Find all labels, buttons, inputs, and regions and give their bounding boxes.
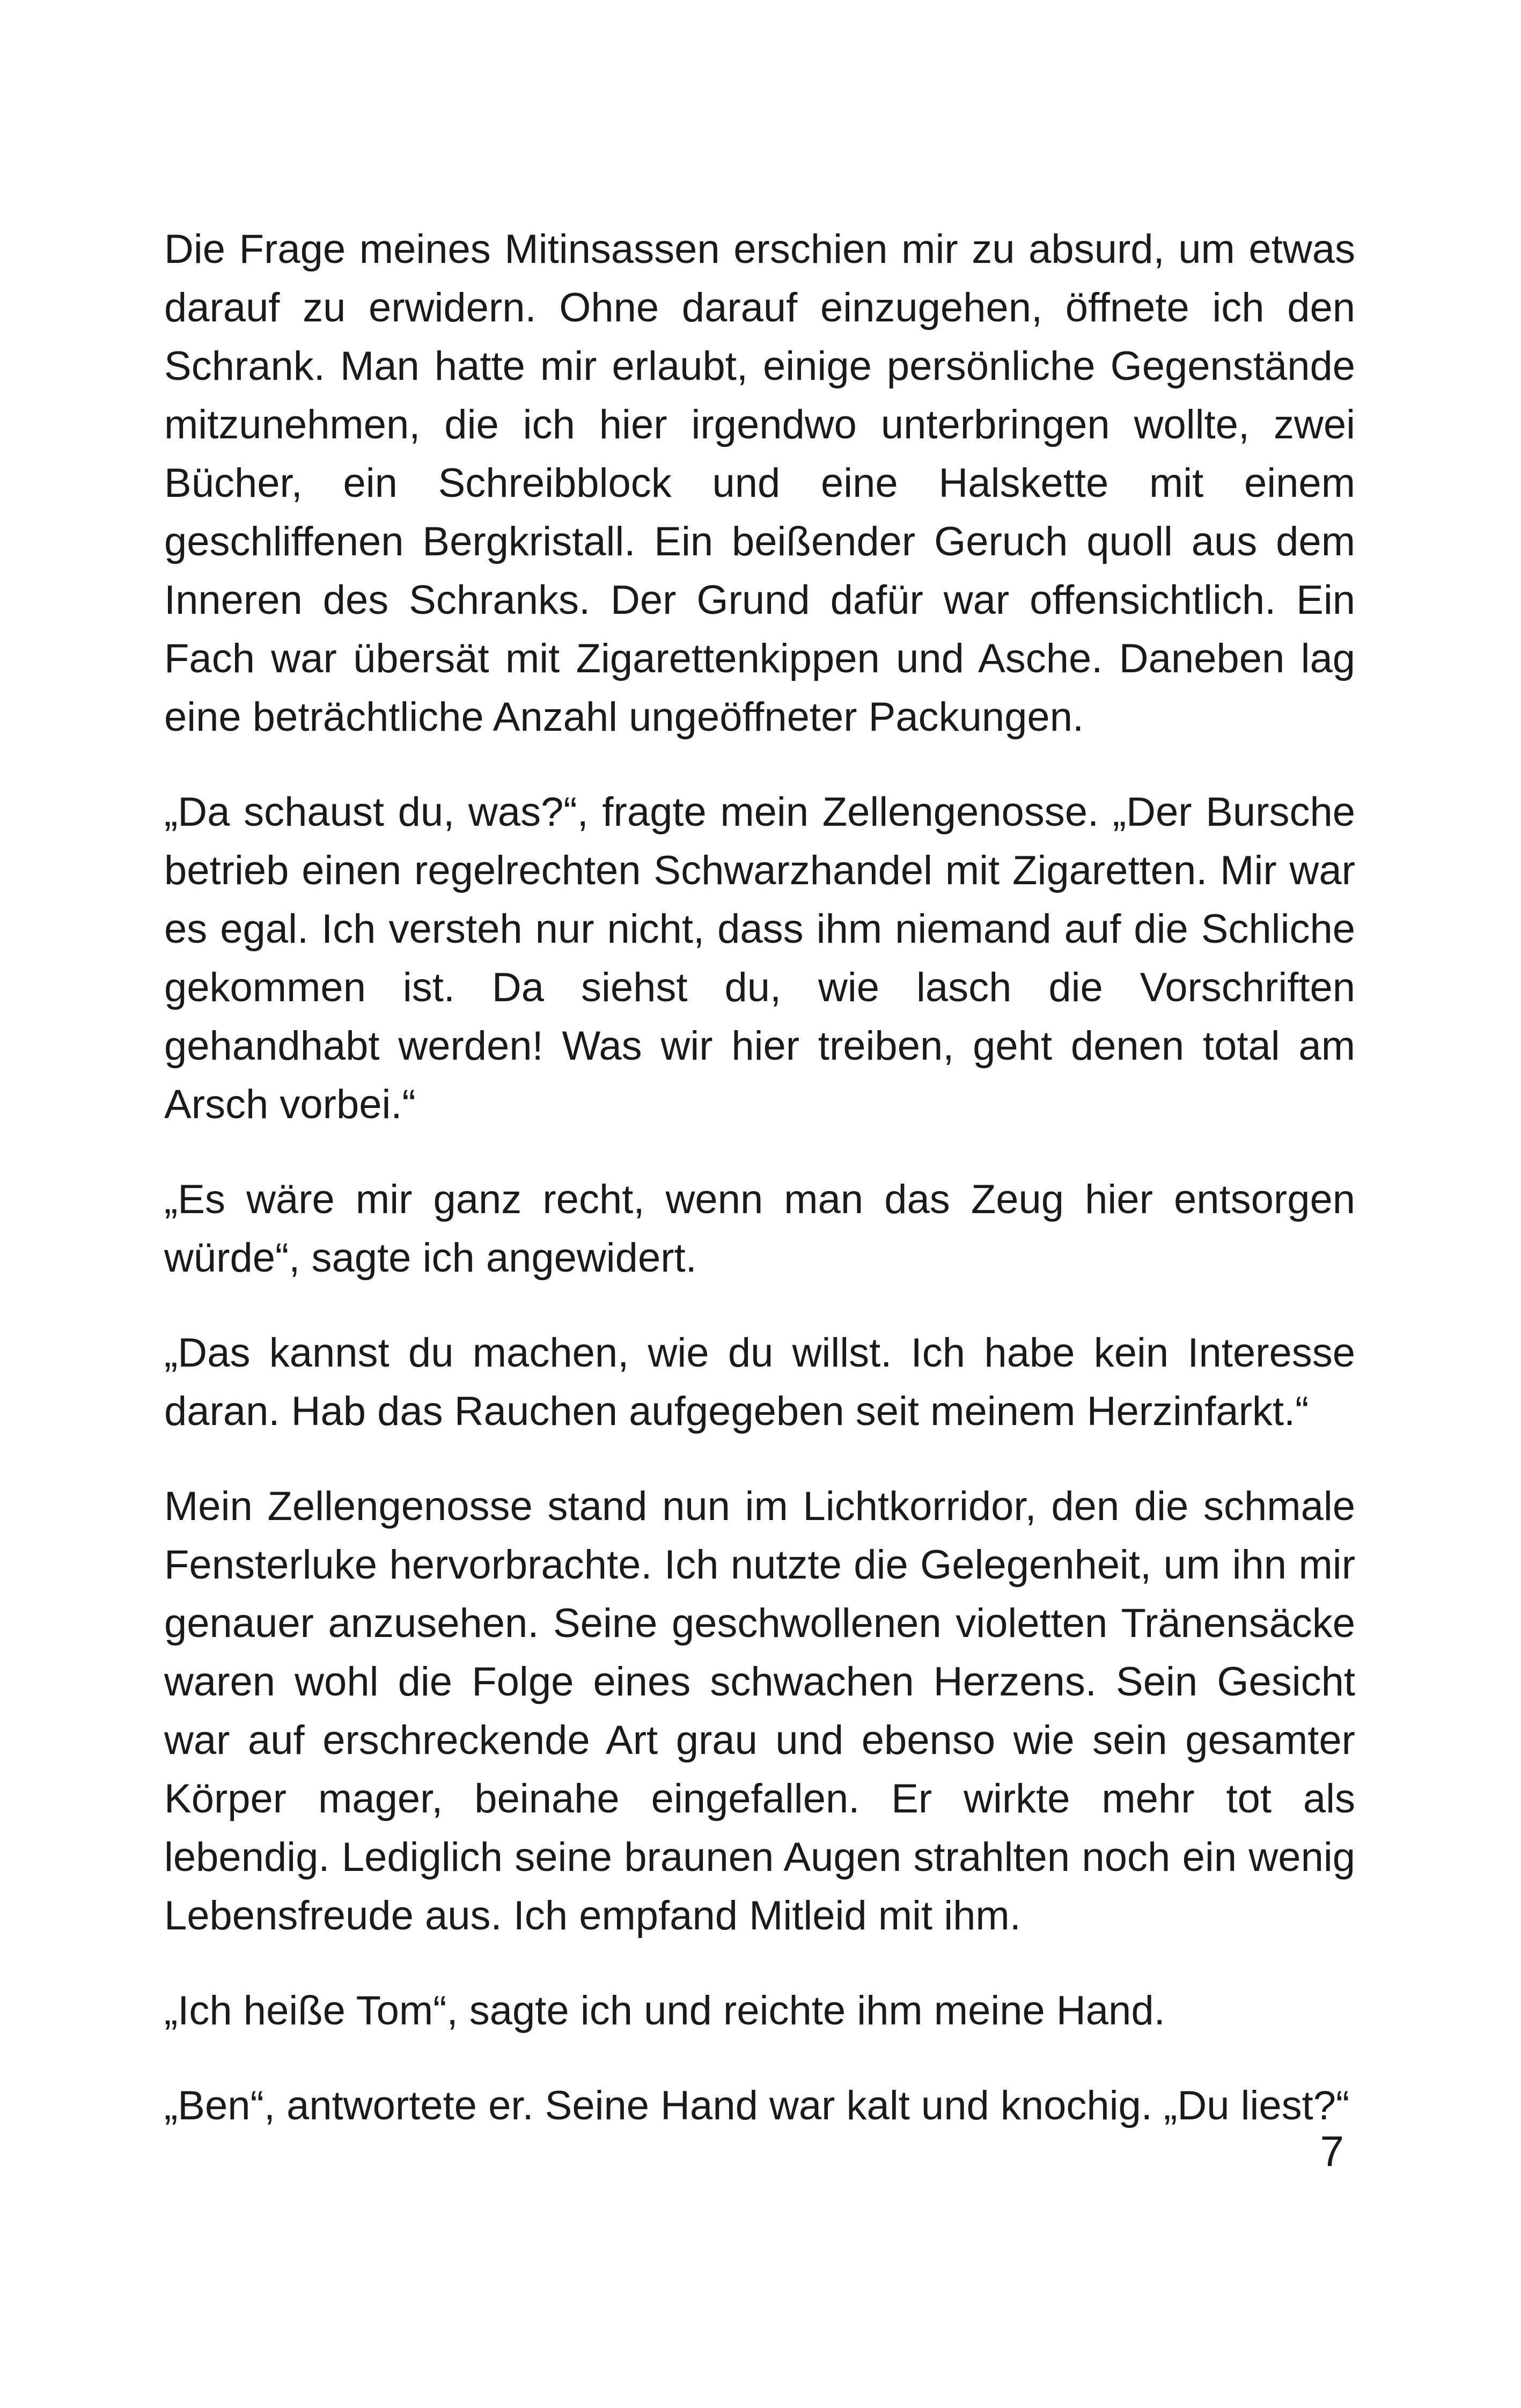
paragraph: Mein Zellengenosse stand nun im Lichtkorridor, den die schmale Fensterluke hervorbrachte. Ich nutzte die Gelegenheit, um ihn mir genauer anzusehen. Seine geschwollenen violetten Tränensäcke waren wohl die Folge eines schwachen Herzens. Sein Gesicht war auf erschreckende Art grau und ebenso wie sein gesamter Körper mager, beinahe eingefallen. Er wirkte mehr tot als lebendig. Lediglich seine braunen Augen strahlten noch ein wenig Lebensfreude aus. Ich empfand Mitleid mit ihm. [164,1484,1355,1939]
paragraph: „Ben“, antwortete er. Seine Hand war kalt und knochig. „Du liest?“ [164,2083,1350,2128]
paragraph: „Da schaust du, was?“, fragte mein Zellengenosse. „Der Bursche betrieb einen regelrechten Schwarzhandel mit Zigaretten. Mir war es egal. Ich versteh nur nicht, dass ihm niemand auf die Schliche gekommen ist. Da siehst du, wie lasch die Vorschriften gehandhabt werden! Was wir hier treiben, geht denen total am Arsch vorbei.“ [164,789,1355,1127]
page-number: 7 [1320,2127,1344,2175]
body-text [164,220,1355,2135]
paragraph: „Das kannst du machen, wie du willst. Ich habe kein Interesse daran. Hab das Rauchen aufgegeben seit meinem Herzinfarkt.“ [164,1330,1355,1434]
paragraph: „Ich heiße Tom“, sagte ich und reichte ihm meine Hand. [164,1988,1165,2033]
paragraph: Die Frage meines Mitinsassen erschien mir zu absurd, um etwas darauf zu erwidern. Ohne darauf einzugehen, öffnete ich den Schrank. Man hatte mir erlaubt, einige persönliche Gegenstände mitzunehmen, die ich hier irgendwo unterbringen wollte, zwei Bücher, ein Schreibblock und eine Halskette mit einem geschliffenen Bergkristall. Ein beißender Geruch quoll aus dem Inneren des Schranks. Der Grund dafür war offensichtlich. Ein Fach war übersät mit Zigarettenkippen und Asche. Daneben lag eine beträchtliche Anzahl ungeöffneter Packungen. [164,226,1355,740]
paragraph: „Es wäre mir ganz recht, wenn man das Zeug hier entsorgen würde“, sagte ich angewidert. [164,1177,1355,1281]
